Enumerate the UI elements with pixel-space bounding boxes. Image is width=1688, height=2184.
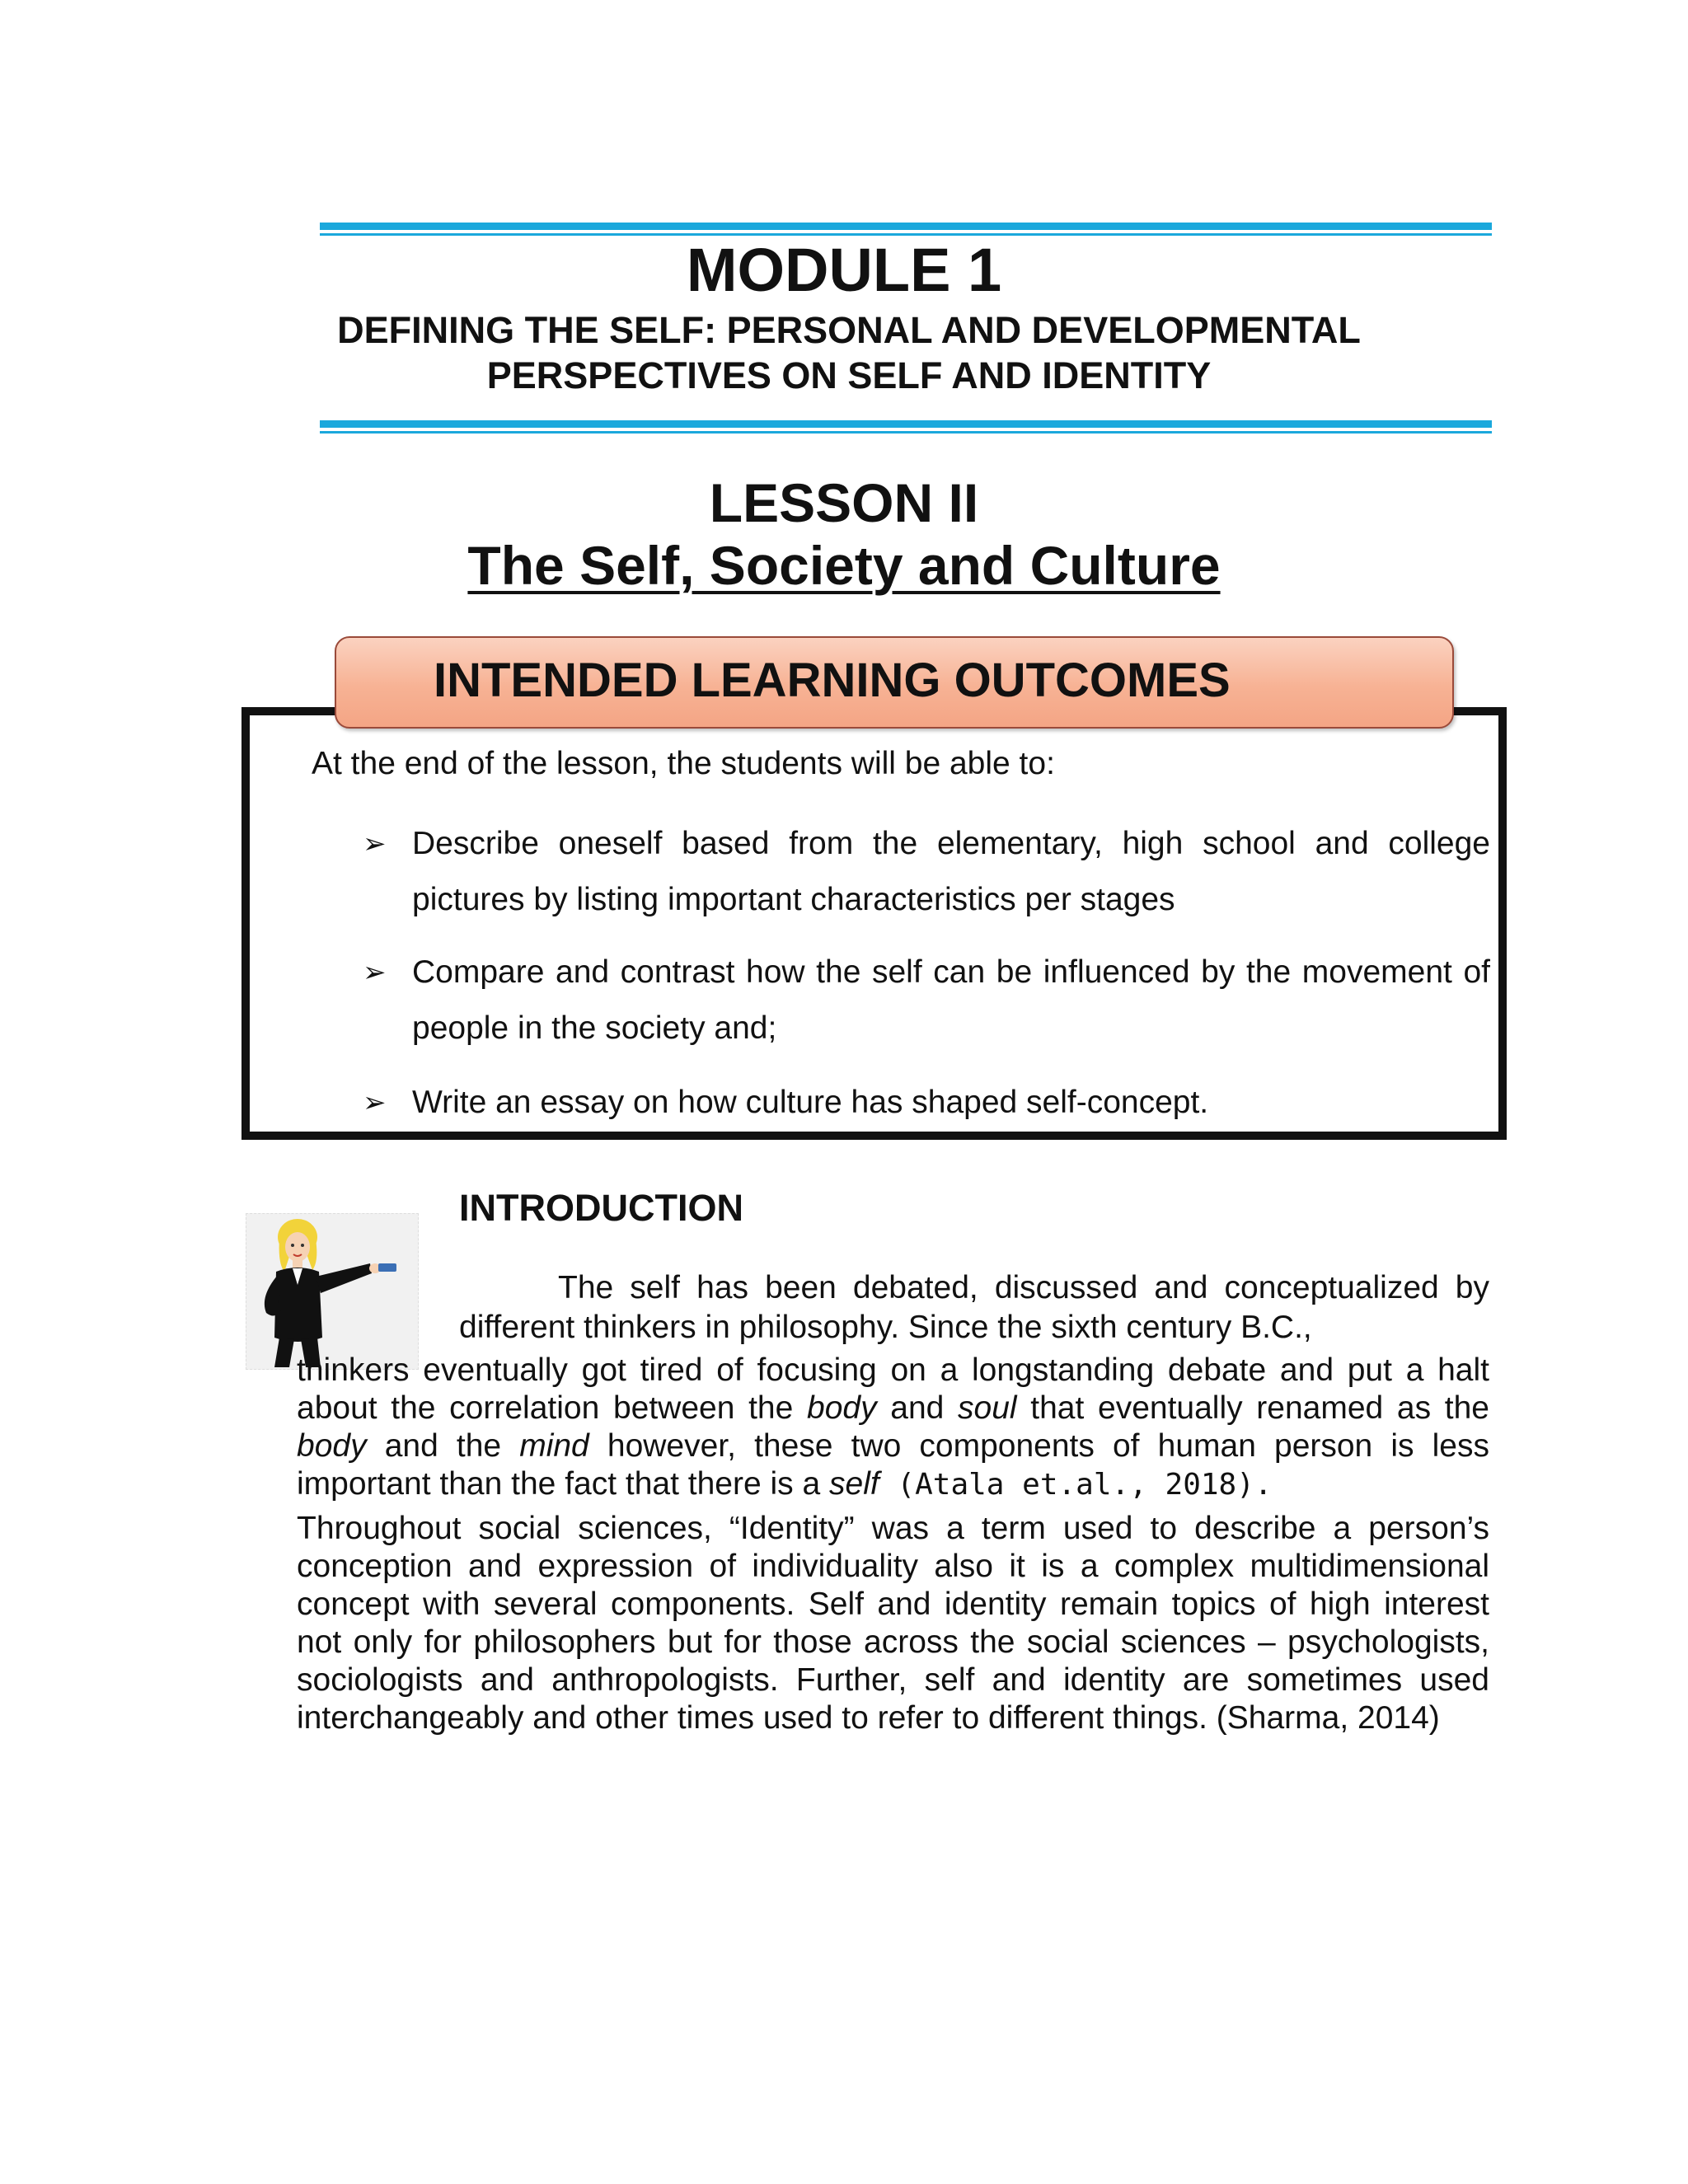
outcome-item	[363, 816, 1490, 928]
lesson-title	[0, 534, 1688, 597]
arrow-bullet-icon: ➢	[363, 957, 387, 988]
lesson-number: LESSON II	[709, 472, 979, 533]
module-subtitle-line-2: PERSPECTIVES ON SELF AND IDENTITY	[486, 354, 1212, 396]
module-subtitle-line-1: DEFINING THE SELF: PERSONAL AND DEVELOPMENTAL	[337, 309, 1361, 351]
emphasis-mind: mind	[519, 1428, 589, 1464]
outcomes-banner	[335, 636, 1454, 729]
introduction-line-2: different thinkers in philosophy. Since the sixth century B.C.,	[459, 1310, 1312, 1345]
introduction-paragraph-2: Throughout social sciences, “Identity” was a term used to describe a person’s conception and expression of individuality also it is a complex multidimensional concept with several components. Self and identity remain topics of high interest not only for philosophers but for those across the social sciences – psychologists, sociologists and anthropologists. Further, self and identity are sometimes used interchangeably and other times used to refer to different things. (Sharma, 2014)	[297, 1511, 1489, 1736]
arrow-bullet-icon: ➢	[363, 828, 387, 860]
outcome-text: Write an essay on how culture has shaped self-concept.	[412, 1085, 1209, 1120]
outcome-text: Compare and contrast how the self can be influenced by the movement of people in the society and;	[412, 954, 1490, 1046]
emphasis-soul: soul	[958, 1390, 1017, 1426]
introduction-paragraph-1	[297, 1352, 1489, 1504]
outcome-item	[363, 1075, 1490, 1131]
paragraph-text: and the	[366, 1428, 520, 1464]
emphasis-self: self	[829, 1466, 879, 1502]
paragraph-text: thinkers eventually got tired of focusing on a longstanding debate and put a halt about the correlation between the	[297, 1352, 1489, 1426]
outcome-item	[363, 944, 1490, 1057]
paragraph-text: that eventually renamed as the	[1016, 1390, 1490, 1426]
outcomes-intro: At the end of the lesson, the students will be able to:	[312, 746, 1055, 781]
teacher-illustration	[246, 1214, 418, 1369]
citation: (Atala et.al., 2018).	[879, 1468, 1273, 1502]
module-subtitle	[297, 307, 1401, 398]
emphasis-body: body	[807, 1390, 877, 1426]
emphasis-body: body	[297, 1428, 367, 1464]
paragraph-text: however, these two components of human person is less important than the fact that there is a	[297, 1428, 1489, 1502]
lesson-title-text: The Self, Society and Culture	[467, 535, 1221, 596]
outcome-text: Describe oneself based from the elementary, high school and college pictures by listing important characteristics per stages	[412, 826, 1490, 917]
introduction-line-1	[459, 1269, 1489, 1307]
introduction-heading: INTRODUCTION	[459, 1187, 743, 1229]
module-title: MODULE 1	[686, 236, 1002, 304]
outcomes-banner-title: INTENDED LEARNING OUTCOMES	[434, 654, 1231, 707]
top-divider	[320, 223, 1492, 236]
introduction-line-1-text: The self has been debated, discussed and conceptualized by	[558, 1270, 1489, 1305]
bottom-divider	[320, 420, 1492, 434]
arrow-bullet-icon: ➢	[363, 1087, 387, 1118]
teacher-figure-icon	[246, 1213, 419, 1370]
paragraph-text: and	[876, 1390, 959, 1426]
